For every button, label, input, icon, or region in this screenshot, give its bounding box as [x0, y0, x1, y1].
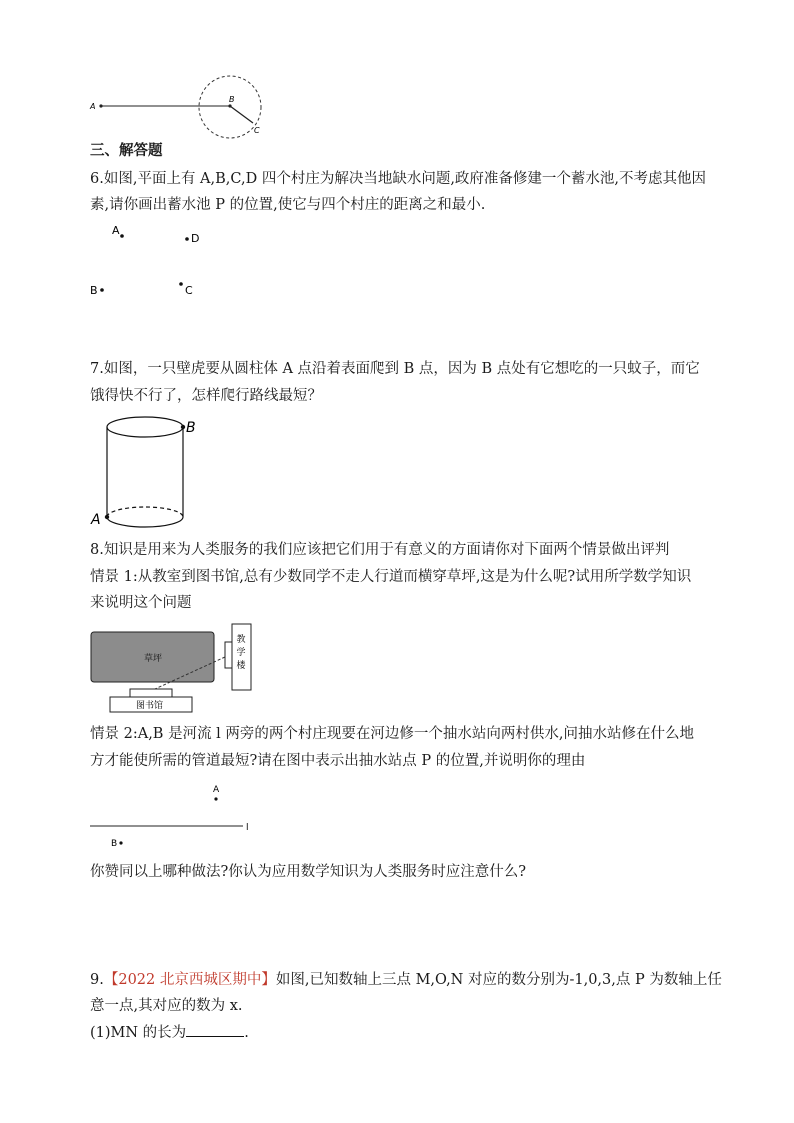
river-village-a-label: A: [213, 785, 220, 795]
q8-river-figure: [88, 780, 258, 854]
q6-line2: 素,请你画出蓄水池 P 的位置,使它与四个村庄的距离之和最小.: [90, 197, 486, 213]
q9-line2: 意一点,其对应的数为 x.: [90, 998, 243, 1014]
cylinder-bottom-front: [107, 517, 183, 527]
point-b-dot: [181, 425, 185, 429]
building-door: [225, 642, 232, 668]
q9-number: 9.: [90, 972, 104, 988]
building-char-2: 学: [236, 648, 246, 658]
q8-line1: 8.知识是用来为人类服务的我们应该把它们用于有意义的方面请你对下面两个情景做出评判: [90, 542, 670, 558]
segment-bc: [230, 106, 253, 123]
river-village-a-dot: [214, 797, 217, 800]
cylinder-top: [107, 417, 183, 437]
cyl-label-b: B: [186, 420, 196, 436]
village-c-label: C: [185, 284, 193, 297]
q7-cylinder-figure: [88, 412, 208, 532]
q6-villages-figure: [86, 220, 226, 300]
cylinder-bottom-back: [107, 507, 183, 517]
library-label: 图书馆: [136, 701, 164, 711]
q9-line1-text: 如图,已知数轴上三点 M,O,N 对应的数分别为-1,0,3,点 P 为数轴上任: [275, 972, 722, 988]
point-a: [99, 104, 102, 107]
q8-line6: 你赞同以上哪种做法?你认为应用数学知识为人类服务时应注意什么?: [90, 864, 527, 880]
building-char-3: 楼: [236, 661, 246, 671]
label-a: A: [90, 102, 96, 111]
river-village-b-dot: [119, 841, 122, 844]
q8-campus-figure: [88, 622, 256, 714]
village-a-label: A: [112, 224, 120, 237]
q8-line5: 方才能使所需的管道最短?请在图中表示出抽水站点 P 的位置,并说明你的理由: [90, 753, 586, 769]
point-b: [228, 104, 231, 107]
q7-line1: 7.如图，一只壁虎要从圆柱体 A 点沿着表面爬到 B 点，因为 B 点处有它想吃的一只蚊子，而它: [90, 361, 700, 377]
q6-line1: 6.如图,平面上有 A,B,C,D 四个村庄为解决当地缺水问题,政府准备修建一个蓄水池,不考虑其他因: [90, 171, 707, 187]
label-c: C: [254, 126, 260, 135]
cyl-label-a: A: [91, 512, 101, 528]
q7-line2: 饿得快不行了，怎样爬行路线最短？: [90, 388, 322, 404]
q9-part1-end: .: [244, 1025, 249, 1041]
q9-source-tag: 【2022 北京西城区期中】: [103, 972, 276, 988]
q8-line4: 情景 2:A,B 是河流 l 两旁的两个村庄现要在河边修一个抽水站向两村供水,问抽水站修在什么地: [90, 726, 695, 742]
village-b-dot: [100, 288, 104, 292]
q9-line1: [90, 968, 722, 992]
q9-part1-text: (1)MN 的长为: [90, 1025, 187, 1041]
answer-blank[interactable]: [186, 1022, 244, 1037]
library-base: [130, 689, 172, 697]
q8-line2: 情景 1:从教室到图书馆,总有少数同学不走人行道而横穿草坪,这是为什么呢?试用所学数学知识: [90, 569, 692, 585]
village-d-dot: [185, 237, 189, 241]
lawn-label: 草坪: [144, 654, 163, 664]
village-d-label: D: [191, 232, 200, 245]
village-a-dot: [120, 234, 124, 238]
q9-part1: [90, 1021, 249, 1045]
village-c-dot: [179, 282, 183, 286]
top-geometry-figure: [88, 72, 278, 140]
point-a-dot: [105, 515, 109, 519]
river-label-l: l: [246, 823, 249, 833]
section-title: 三、解答题: [90, 142, 163, 159]
label-b: B: [229, 95, 235, 104]
building-char-1: 教: [236, 635, 246, 645]
q8-line3: 来说明这个问题: [90, 595, 192, 611]
village-b-label: B: [90, 284, 98, 297]
river-village-b-label: B: [111, 839, 118, 849]
